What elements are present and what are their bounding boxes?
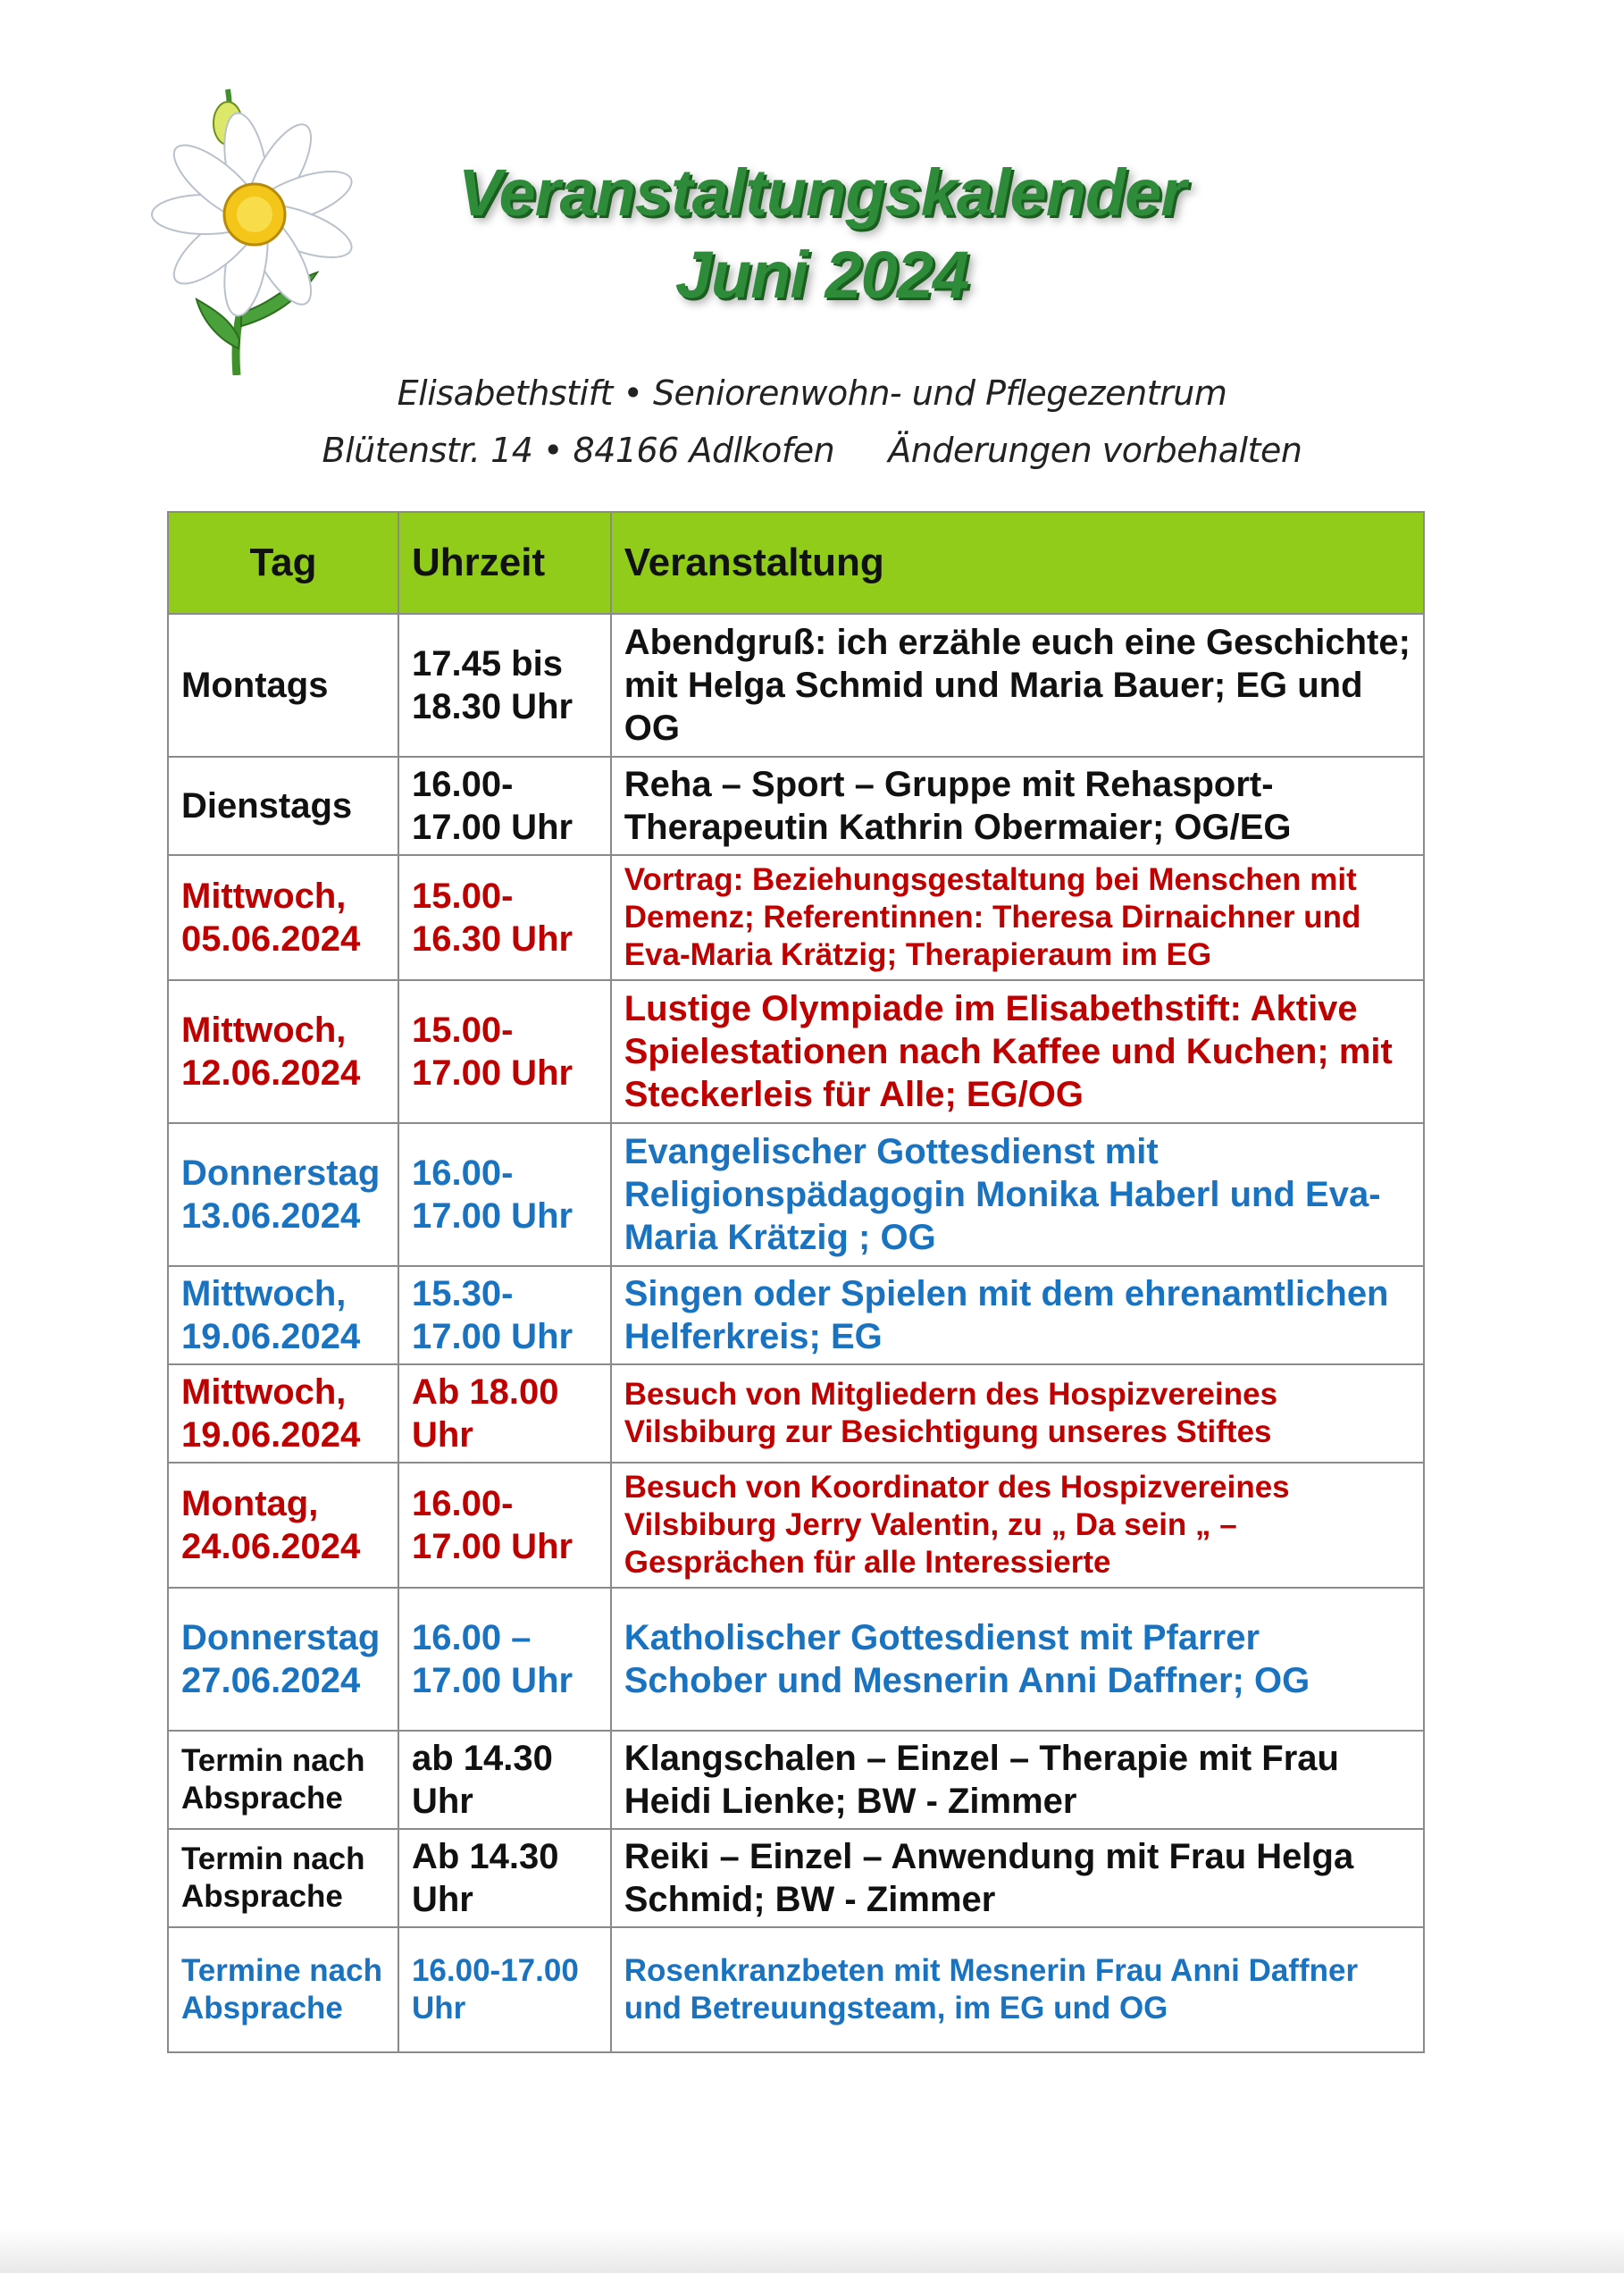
row-day: Dienstags — [168, 757, 398, 855]
row-time: 15.30-17.00 Uhr — [398, 1266, 611, 1364]
row-time: ab 14.30 Uhr — [398, 1731, 611, 1829]
row-event: Lustige Olympiade im Elisabethstift: Aktive Spielestationen nach Kaffee und Kuchen; mit Steckerleis für Alle; EG/OG — [611, 980, 1424, 1123]
row-event: Reiki – Einzel – Anwendung mit Frau Helga Schmid; BW - Zimmer — [611, 1829, 1424, 1927]
row-event: Evangelischer Gottesdienst mit Religionspädagogin Monika Haberl und Eva-Maria Krätzig ; OG — [611, 1123, 1424, 1266]
row-event: Katholischer Gottesdienst mit Pfarrer Schober und Mesnerin Anni Daffner; OG — [611, 1588, 1424, 1731]
row-time: Ab 18.00 Uhr — [398, 1364, 611, 1463]
institution-name: Elisabethstift • Seniorenwohn- und Pflegezentrum — [397, 373, 1227, 413]
table-row — [168, 1731, 1424, 1829]
column-header-event: Veranstaltung — [611, 512, 1424, 614]
row-day: Montags — [168, 614, 398, 757]
row-day: Donnerstag 13.06.2024 — [168, 1123, 398, 1266]
table-row — [168, 757, 1424, 855]
row-event: Besuch von Koordinator des Hospizvereines Vilsbiburg Jerry Valentin, zu „ Da sein „ – Gesprächen für alle Interessierte — [611, 1463, 1424, 1588]
row-time: 16.00-17.00 Uhr — [398, 1927, 611, 2052]
page-title: Veranstaltungskalender — [457, 155, 1186, 230]
row-time: 16.00-17.00 Uhr — [398, 757, 611, 855]
address: Blütenstr. 14 • 84166 Adlkofen — [322, 431, 835, 470]
changes-note: Änderungen vorbehalten — [888, 431, 1302, 470]
table-row — [168, 1927, 1424, 2052]
row-day: Mittwoch, 05.06.2024 — [168, 855, 398, 980]
row-day: Montag, 24.06.2024 — [168, 1463, 398, 1588]
row-time: 16.00 – 17.00 Uhr — [398, 1588, 611, 1731]
table-row — [168, 1463, 1424, 1588]
row-day: Mittwoch, 19.06.2024 — [168, 1364, 398, 1463]
table-row — [168, 1266, 1424, 1364]
column-header-day: Tag — [168, 512, 398, 614]
row-time: 16.00-17.00 Uhr — [398, 1123, 611, 1266]
row-time: 15.00-16.30 Uhr — [398, 855, 611, 980]
row-day: Mittwoch, 12.06.2024 — [168, 980, 398, 1123]
row-day: Termin nach Absprache — [168, 1731, 398, 1829]
page-bottom-edge — [0, 2228, 1624, 2273]
table-row — [168, 980, 1424, 1123]
event-calendar-table — [167, 511, 1425, 2053]
row-day: Termine nach Absprache — [168, 1927, 398, 2052]
row-event: Reha – Sport – Gruppe mit Rehasport-Therapeutin Kathrin Obermaier; OG/EG — [611, 757, 1424, 855]
row-time: 16.00-17.00 Uhr — [398, 1463, 611, 1588]
row-event: Abendgruß: ich erzähle euch eine Geschichte; mit Helga Schmid und Maria Bauer; EG und OG — [611, 614, 1424, 757]
row-time: 17.45 bis 18.30 Uhr — [398, 614, 611, 757]
table-row — [168, 1588, 1424, 1731]
row-event: Singen oder Spielen mit dem ehrenamtlichen Helferkreis; EG — [611, 1266, 1424, 1364]
table-row — [168, 855, 1424, 980]
table-row — [168, 614, 1424, 757]
table-header-row — [168, 512, 1424, 614]
column-header-time: Uhrzeit — [398, 512, 611, 614]
row-day: Mittwoch, 19.06.2024 — [168, 1266, 398, 1364]
row-event: Besuch von Mitgliedern des Hospizvereines Vilsbiburg zur Besichtigung unseres Stiftes — [611, 1364, 1424, 1463]
row-event: Klangschalen – Einzel – Therapie mit Frau Heidi Lienke; BW - Zimmer — [611, 1731, 1424, 1829]
row-time: 15.00-17.00 Uhr — [398, 980, 611, 1123]
address-line — [0, 431, 1624, 470]
row-event: Vortrag: Beziehungsgestaltung bei Menschen mit Demenz; Referentinnen: Theresa Dirnaichner und Eva-Maria Krätzig; Therapieraum im EG — [611, 855, 1424, 980]
row-time: Ab 14.30 Uhr — [398, 1829, 611, 1927]
table-row — [168, 1829, 1424, 1927]
table-row — [168, 1123, 1424, 1266]
row-day: Donnerstag 27.06.2024 — [168, 1588, 398, 1731]
row-event: Rosenkranzbeten mit Mesnerin Frau Anni Daffner und Betreuungsteam, im EG und OG — [611, 1927, 1424, 2052]
row-day: Termin nach Absprache — [168, 1829, 398, 1927]
table-row — [168, 1364, 1424, 1463]
page-subtitle-month: Juni 2024 — [674, 238, 969, 312]
